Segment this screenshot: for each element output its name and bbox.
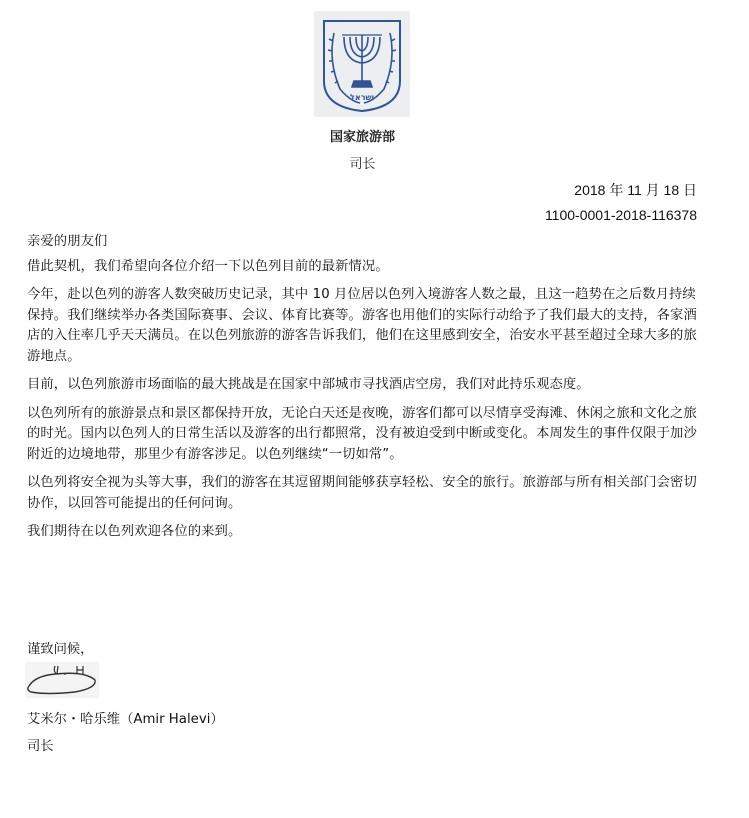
paragraph-intro: 借此契机，我们希望向各位介绍一下以色列目前的最新情况。 [27, 258, 389, 274]
organization-name: 国家旅游部 [329, 130, 395, 145]
signer-name: 艾米尔・哈乐维（Amir Halevi） [27, 712, 224, 727]
paragraph-visitors: 今年，赴以色列的游客人数突破历史记录，其中 10 月位居以色列入境游客人数之最，且这一趋势在之后数月持续保持。我们继续举办各类国际赛事、会议、体育比赛等。游客也用他们的实际行动给予了我们最大的支持，各家酒店的入住率几乎天天满员。在以色列旅游的游客告诉我们，他们在这里感到安全，治安水平甚至超过全球大多的旅游地点。 [27, 287, 697, 364]
closing-greeting: 谨致问候， [27, 642, 94, 657]
letter-date: 2018 年 11 月 18 日 [574, 182, 697, 198]
reference-number: 1100-0001-2018-116378 [544, 207, 697, 223]
emblem-text: ישראל [350, 93, 374, 102]
state-emblem-logo [314, 11, 410, 117]
menorah-emblem-icon [314, 11, 410, 117]
paragraph-welcome: 我们期待在以色列欢迎各位的来到。 [27, 524, 242, 539]
paragraph-attractions: 以色列所有的旅游景点和景区都保持开放，无论白天还是夜晚，游客们都可以尽情享受海滩、休闲之旅和文化之旅的时光。国内以色列人的日常生活以及游客的出行都照常，没有被迫受到中断或变化。本周发生的事件仅限于加沙附近的边境地带，那里少有游客涉足。以色列继续“一切如常”。 [27, 405, 697, 462]
signer-title: 司长 [27, 739, 54, 754]
paragraph-safety: 以色列将安全视为头等大事，我们的游客在其逗留期间能够获享轻松、安全的旅行。旅游部与所有相关部门会密切协作，以回答可能提出的任何问询。 [27, 475, 697, 511]
letter-body [27, 232, 707, 551]
organization-role: 司长 [349, 157, 376, 172]
paragraph-challenge: 目前，以色列旅游市场面临的最大挑战是在国家中部城市寻找酒店空房，我们对此持乐观态度。 [27, 377, 590, 392]
handwritten-signature [25, 662, 99, 698]
salutation: 亲爱的朋友们 [27, 234, 108, 249]
